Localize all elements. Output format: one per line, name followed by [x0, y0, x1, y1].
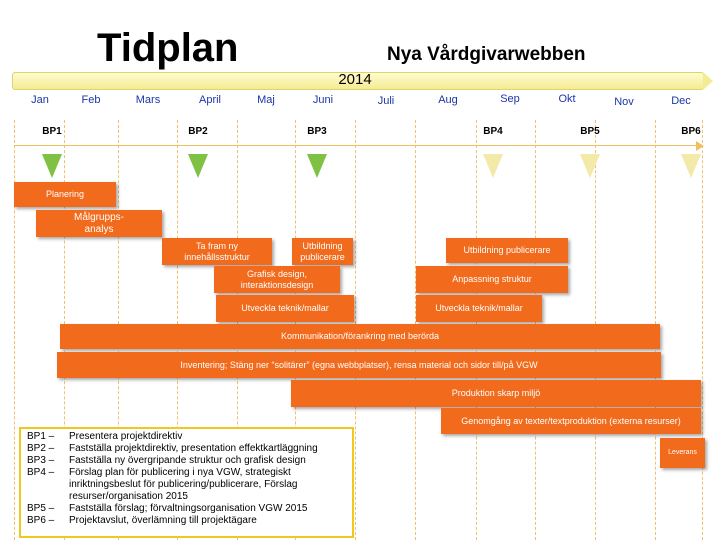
- task-bar: [416, 295, 542, 322]
- page-title: Tidplan: [97, 26, 239, 70]
- milestone-marker: [188, 154, 208, 178]
- month-label: Juli: [377, 95, 395, 107]
- month-label: Jan: [31, 94, 49, 106]
- timeline-axis: [14, 145, 702, 146]
- task-bar: [660, 438, 705, 468]
- task-bar: [416, 266, 568, 293]
- task-bar: [291, 380, 701, 407]
- legend-row: [27, 515, 346, 527]
- milestone-label: BP1: [42, 126, 62, 137]
- task-label: Utbildning: [302, 241, 343, 252]
- task-label: Inventering; Stäng ner “solitärer” (egna webbplatser), rensa material och sidor till/på VGW: [180, 359, 538, 370]
- month-gridline: [702, 120, 703, 540]
- month-label: Sep: [500, 93, 520, 105]
- milestone-label: BP6: [681, 126, 701, 137]
- task-label-line2: interaktionsdesign: [240, 279, 314, 290]
- task-label: Grafisk design,: [246, 269, 307, 280]
- task-label: Ta fram ny: [195, 241, 238, 252]
- legend-row: [27, 443, 346, 455]
- legend-text: Fastställa förslag; förvaltningsorganisation VGW 2015: [69, 503, 308, 514]
- task-bar: [14, 182, 116, 207]
- month-label: Dec: [671, 95, 691, 107]
- task-bar: [216, 295, 354, 322]
- milestone-label: BP4: [483, 126, 503, 137]
- legend-id: BP1 –: [27, 431, 55, 442]
- milestone-label: BP5: [580, 126, 600, 137]
- page-subtitle: Nya Vårdgivarwebben: [387, 44, 586, 65]
- month-label: Maj: [257, 94, 275, 106]
- task-label: Anpassning struktur: [452, 274, 532, 285]
- task-bar: [214, 266, 340, 293]
- legend-text: Presentera projektdirektiv: [69, 431, 183, 442]
- legend-text: Projektavslut, överlämning till projektägare: [69, 515, 257, 526]
- legend-id: BP3 –: [27, 455, 55, 466]
- milestone-label: BP2: [188, 126, 208, 137]
- task-label: Utveckla teknik/mallar: [435, 303, 523, 314]
- year-label: 2014: [338, 71, 372, 88]
- milestone-marker: [580, 154, 600, 178]
- task-label: Utbildning publicerare: [463, 245, 551, 256]
- task-label: Utveckla teknik/mallar: [241, 303, 329, 314]
- year-bar-arrowhead: [703, 72, 713, 90]
- milestone-marker: [483, 154, 503, 178]
- task-label-line2: innehållsstruktur: [184, 251, 250, 262]
- legend-id: BP4 –: [27, 467, 55, 478]
- legend-row: [27, 431, 346, 443]
- legend-row: [27, 467, 346, 503]
- milestone-marker: [42, 154, 62, 178]
- task-bar: [441, 408, 701, 434]
- milestone-label: BP3: [307, 126, 327, 137]
- legend-row: [27, 455, 346, 467]
- month-label: Nov: [614, 96, 634, 108]
- task-label: Genomgång av texter/textproduktion (externa resurser): [461, 415, 681, 426]
- month-label: April: [198, 94, 221, 106]
- task-label: Målgrupps-: [73, 212, 125, 223]
- timeline-arrowhead: [696, 141, 704, 151]
- task-bar: [60, 324, 660, 349]
- task-bar: [292, 238, 353, 265]
- task-label-line2: publicerare: [300, 251, 345, 262]
- month-label: Aug: [438, 94, 458, 106]
- legend-text: Förslag plan för publicering i nya VGW, strategiskt inriktningsbeslut för publicering/publicerare, Förslag resurser/organisation 2015: [69, 467, 298, 502]
- legend-id: BP2 –: [27, 443, 55, 454]
- month-label: Juni: [312, 94, 334, 106]
- task-label: Leverans: [668, 448, 697, 456]
- legend-text: Fastställa projektdirektiv, presentation effektkartläggning: [69, 443, 318, 454]
- task-label: Kommunikation/förankring med berörda: [280, 331, 440, 342]
- milestone-legend: [19, 427, 354, 538]
- task-label: Planering: [45, 189, 85, 200]
- task-bar: [57, 352, 661, 378]
- legend-text: Fastställa ny övergripande struktur och grafisk design: [69, 455, 306, 466]
- legend-id: BP5 –: [27, 503, 55, 514]
- task-label-line2: analys: [84, 223, 114, 235]
- legend-id: BP6 –: [27, 515, 55, 526]
- month-label: Feb: [81, 94, 101, 106]
- legend-row: [27, 503, 346, 515]
- task-label: Produktion skarp miljö: [451, 388, 541, 399]
- month-label: Okt: [558, 93, 576, 105]
- milestone-marker: [681, 154, 701, 178]
- month-label: Mars: [135, 94, 161, 106]
- task-bar: [36, 210, 162, 237]
- task-bar: [162, 238, 272, 265]
- task-bar: [446, 238, 568, 263]
- milestone-marker: [307, 154, 327, 178]
